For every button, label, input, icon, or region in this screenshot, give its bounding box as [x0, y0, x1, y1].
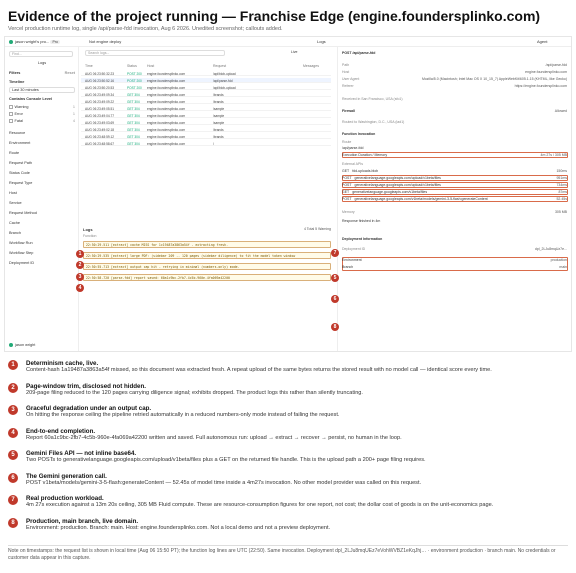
deployment-id-value[interactable]: dpl_2LJu8mqUz7e... — [534, 247, 567, 251]
ua-label: User Agent — [342, 77, 360, 81]
level-label: Warning — [14, 105, 29, 109]
filter-group-item[interactable]: Workflow Run — [9, 241, 33, 245]
filter-group-item[interactable]: Request Type — [9, 181, 33, 185]
callout-8: 8 — [331, 323, 339, 331]
path-label: Path — [342, 63, 350, 67]
api-duration: 150ms — [556, 169, 567, 173]
function-logs-title: Logs — [83, 227, 93, 232]
referer-label: Referer — [342, 84, 354, 88]
note-text: POST v1beta/models/gemini-3-5-flash:generateContent — 52.45s of model time inside a 4m27s invocation. No other model provider was called on this request. — [26, 479, 422, 486]
request-detail-panel — [337, 47, 572, 352]
team-avatar-icon — [9, 40, 13, 44]
note-number-badge: 3 — [8, 405, 18, 415]
cell-request: /sample — [213, 120, 225, 125]
api-duration: 734ms — [556, 183, 567, 187]
user-menu[interactable] — [9, 343, 75, 347]
function-logs — [81, 227, 335, 307]
note-number-badge: 2 — [8, 383, 18, 393]
filter-group-item[interactable]: Cache — [9, 221, 20, 225]
api-method: POST — [342, 183, 352, 187]
user-avatar-icon — [9, 343, 13, 347]
cell-time: AUG 06 23:50:32.23 — [85, 71, 115, 76]
external-api-item[interactable] — [342, 176, 441, 180]
note-number-badge: 7 — [8, 495, 18, 505]
cell-host: engine.foundersplinko.com — [147, 85, 186, 90]
cell-status: POST 200 — [127, 71, 142, 76]
note-heading: The Gemini generation call. — [26, 472, 107, 480]
note-text: Content-hash 1a19487a3863a54f missed, so this document was extracted fresh. A repeat upload of the same bytes returns the stored result with no model call — identical score every time. — [26, 367, 492, 373]
external-api-item[interactable] — [342, 169, 378, 173]
environment-value: production — [550, 258, 567, 262]
note-heading: Page-window trim, disclosed not hidden. — [26, 382, 146, 390]
time-range-select[interactable]: Last 30 minutes — [9, 87, 75, 93]
table-row[interactable] — [81, 134, 331, 139]
cell-host: engine.foundersplinko.com — [147, 127, 186, 132]
cell-time: AUG 06 23:50:20.53 — [85, 85, 115, 90]
function-log-line[interactable]: 22:50:29.511 [extract] cache MISS for 1c19487a3863a54f - extracting fresh. — [83, 241, 331, 248]
col-messages[interactable]: Messages — [303, 64, 319, 68]
cell-host: engine.foundersplinko.com — [147, 141, 186, 146]
callout-3: 3 — [76, 273, 84, 281]
env-highlight — [342, 257, 568, 271]
note-text: 209-page filing reduced to the 120 pages carrying diligence signal; exhibits dropped. The product logs this rather than silently truncating. — [26, 389, 363, 396]
callout-5: 5 — [331, 274, 339, 282]
filter-group-item[interactable]: Request Path — [9, 161, 33, 165]
api-duration: 951ms — [556, 176, 567, 180]
filter-group-item[interactable]: Request Method — [9, 211, 37, 215]
cell-status: POST 200 — [127, 78, 142, 83]
filter-group-item[interactable]: Route — [9, 151, 20, 155]
cell-host: engine.foundersplinko.com — [147, 134, 186, 139]
plan-badge: Pro — [52, 40, 58, 44]
api-duration: 87ms — [558, 190, 567, 194]
note-text: On hitting the response ceiling the pipeline retried automatically in a reduced numbers-only mode instead of failing the request. — [26, 412, 340, 418]
table-row[interactable] — [81, 71, 331, 76]
cell-time: AUG 06 23:49:05.51 — [85, 106, 115, 111]
cell-request: / — [213, 141, 214, 146]
api-url: generativelanguage.googleapis.com/v1beta/models/gemini-3-5-flash:generateContent — [354, 197, 488, 201]
note-number-badge: 1 — [8, 360, 18, 370]
note-text: 4m 27s execution against a 13m 20s ceiling, 305 MB Fluid compute. These are resource-consumption figures for one report, not cost; the dollar cost of goods is on the unit-economics page. — [26, 502, 494, 508]
cell-host: engine.foundersplinko.com — [147, 99, 186, 104]
cell-host: engine.foundersplinko.com — [147, 92, 186, 97]
cell-status: POST 200 — [127, 85, 142, 90]
note-heading: End-to-end completion. — [26, 427, 96, 435]
note-heading: Determinism cache, live. — [26, 360, 99, 367]
col-request[interactable]: Request — [213, 64, 227, 68]
path-value: /api/parse-fdd — [545, 63, 567, 67]
level-count: 1 — [72, 112, 75, 116]
external-api-item[interactable] — [342, 190, 427, 194]
filters-label: Filters — [9, 71, 21, 75]
function-logs-filters[interactable]: 4 Total 5 Warning — [303, 227, 331, 231]
route-value: /api/parse-fdd — [342, 146, 364, 150]
note-item — [11, 517, 566, 533]
col-time[interactable]: Time — [85, 64, 93, 68]
cell-time: AUG 06 23:49:03.69 — [85, 120, 115, 125]
table-row[interactable] — [81, 113, 331, 118]
external-api-item[interactable] — [342, 183, 441, 187]
cell-time: AUG 06 23:49:09.22 — [85, 99, 115, 104]
filters-heading — [9, 71, 75, 75]
host-value: engine.foundersplinko.com — [525, 70, 567, 74]
external-api-item[interactable] — [342, 197, 488, 201]
cell-host: engine.foundersplinko.com — [147, 113, 186, 118]
note-number-badge: 4 — [8, 428, 18, 438]
note-item — [11, 472, 566, 488]
cell-request: /api/blob-upload — [213, 71, 236, 76]
api-url: generativelanguage.googleapis.com/upload/v1beta/files — [354, 183, 441, 187]
table-row[interactable] — [81, 85, 331, 90]
agent-button[interactable]: Agent — [537, 39, 548, 44]
level-fatal-checkbox[interactable] — [9, 119, 75, 123]
cell-status: GET 304 — [127, 99, 140, 104]
checkbox-icon — [9, 105, 13, 109]
cell-status: GET 304 — [127, 92, 140, 97]
detail-title: POST /api/parse-fdd — [342, 51, 376, 55]
level-count: 4 — [72, 119, 75, 123]
ua-value: Mozilla/5.0 (Macintosh; Intel Mac OS X 10_15_7) AppleWebKit/605.1.15 (KHTML, like Gecko) — [421, 77, 567, 81]
function-log-line[interactable]: 22:50:58.720 [parse-fdd] report saved: 60a1c9bc-2fb7-4c5b-960e-4fa069a42200 — [83, 274, 331, 281]
cell-host: engine.foundersplinko.com — [147, 120, 186, 125]
cell-request: /brands — [213, 99, 224, 104]
note-item — [11, 382, 566, 398]
memory-label: Memory — [342, 210, 355, 214]
api-method: POST — [342, 197, 352, 201]
cell-status: GET 304 — [127, 134, 140, 139]
cell-time: AUG 06 23:49:02.18 — [85, 127, 115, 132]
note-heading: Real production workload. — [26, 495, 104, 502]
note-item — [11, 495, 566, 510]
col-status[interactable]: Status — [127, 64, 137, 68]
note-item — [11, 360, 566, 375]
firewall-heading[interactable]: Firewall — [342, 109, 356, 113]
firewall-status: Allowed — [554, 109, 567, 113]
table-row[interactable] — [81, 127, 331, 132]
note-heading: Gemini Files API — not inline base64. — [26, 450, 137, 457]
cell-request: /brands — [213, 92, 224, 97]
response-finished: Response finished in 4m — [342, 219, 381, 223]
note-heading: Production, main branch, live domain. — [26, 517, 139, 525]
cell-status: GET 304 — [127, 127, 140, 132]
exec-label: Execution Duration / Memory — [342, 153, 388, 157]
cell-request: /sample — [213, 106, 225, 111]
checkbox-icon — [9, 119, 13, 123]
note-number-badge: 8 — [8, 518, 18, 528]
filter-group-item[interactable]: Service — [9, 201, 22, 205]
sidebar — [5, 47, 79, 352]
level-count: 1 — [72, 105, 75, 109]
screenshot-frame — [4, 36, 572, 352]
note-heading: Graceful degradation under an output cap. — [26, 405, 152, 412]
callout-7: 7 — [331, 249, 339, 257]
cell-time: AUG 06 23:49:04.77 — [85, 113, 115, 118]
filter-group-item[interactable]: Workflow Step — [9, 251, 34, 255]
filter-group-item[interactable]: Branch — [9, 231, 22, 235]
table-row[interactable] — [81, 106, 331, 111]
callout-6: 6 — [331, 295, 339, 303]
tab-logs[interactable]: Logs — [317, 39, 326, 44]
filter-group-item[interactable]: Status Code — [9, 171, 30, 175]
cell-status: GET 304 — [127, 106, 140, 111]
level-label: Fatal — [14, 119, 23, 123]
filter-group-item[interactable]: Resource — [9, 131, 26, 135]
callout-1: 1 — [76, 250, 84, 258]
note-text: Two POSTs to generativelanguage.googleapis.com/upload/v1beta/files plus a GET on the returned file handle. This is the upload path a 200+ page filing requires. — [26, 457, 426, 463]
cell-time: AUG 06 23:49:09.34 — [85, 92, 115, 97]
callout-2: 2 — [76, 261, 84, 269]
cell-time: AUG 06 23:48:58.67 — [85, 141, 115, 146]
api-method: POST — [342, 176, 352, 180]
table-row[interactable] — [81, 78, 331, 83]
table-row[interactable] — [81, 141, 331, 146]
cell-time: AUG 06 23:50:52.16 — [85, 78, 115, 83]
team-switcher[interactable] — [9, 39, 60, 44]
cell-request: /brands — [213, 134, 224, 139]
routed-location: Routed to Washington, D.C., USA (iad1) — [342, 120, 405, 124]
referer-value: https://engine.foundersplinko.com — [514, 84, 567, 88]
cell-host: engine.foundersplinko.com — [147, 71, 186, 76]
branch-value: main — [559, 265, 567, 269]
branch-label: Branch — [342, 265, 354, 269]
callout-4: 4 — [76, 284, 84, 292]
cell-host: engine.foundersplinko.com — [147, 106, 186, 111]
console-level-heading[interactable]: Contains Console Level — [9, 97, 53, 101]
project-switcher[interactable]: Not engine deploy — [89, 39, 122, 44]
page-subtitle: Vercel production runtime log, single /api/parse-fdd invocation, Aug 6 2026. Unedited screenshot; callouts added. — [8, 26, 283, 32]
api-url: generativelanguage.googleapis.com/v1beta/files — [352, 190, 428, 194]
function-invocation-heading[interactable]: Function Invocation — [342, 132, 376, 136]
route-label: Route — [342, 140, 352, 144]
sidebar-search-input[interactable]: Find... — [9, 51, 73, 57]
environment-label: Environment — [342, 258, 362, 262]
deployment-info-heading: Deployment Information — [342, 237, 383, 241]
note-text: Report 60a1c9bc-2fb7-4c5b-960e-4fa069a42200 written and saved. Full autonomous run: upload → extract → recover → persist, no human in the loop. — [26, 434, 402, 441]
table-row[interactable] — [81, 99, 331, 104]
note-number-badge: 5 — [8, 450, 18, 460]
sidebar-logs-label: Logs — [37, 61, 47, 65]
cell-time: AUG 06 23:48:59.12 — [85, 134, 115, 139]
memory-value: 305 MB — [554, 210, 567, 214]
note-item — [11, 427, 566, 443]
note-item — [11, 405, 566, 420]
api-url: fdd-uploads.blob — [352, 169, 379, 173]
api-method: GET — [342, 190, 350, 194]
cell-status: GET 304 — [127, 113, 140, 118]
footer-note: Note on timestamps: the request list is shown in local time (Aug 06 15:50 PT); the function log lines are UTC (22:50). Same invocation. Deployment dpl_2LJu8mqUEz7eVohWVBZ1eKqJhj… · environment production · branch main. No credentials or customer data appear in this capture. — [8, 545, 568, 562]
cell-request: /sample — [213, 113, 225, 118]
level-warning-checkbox[interactable] — [9, 105, 75, 109]
cell-host: engine.foundersplinko.com — [147, 78, 186, 83]
function-log-line[interactable]: 22:50:55.713 [extract] output cap hit - retrying in minimal (numbers-only) mode. — [83, 263, 331, 270]
external-apis-label: External APIs — [342, 162, 364, 166]
top-bar — [5, 37, 572, 47]
exec-value: 4m 27s / 305 MB — [540, 153, 567, 157]
note-number-badge: 6 — [8, 473, 18, 483]
host-label: Host — [342, 70, 350, 74]
filter-group-item[interactable]: Deployment ID — [9, 261, 35, 265]
deployment-id-label: Deployment ID — [342, 247, 366, 251]
cell-request: /api/parse-fdd — [213, 78, 233, 83]
live-toggle[interactable]: Live — [291, 50, 298, 54]
col-host[interactable]: Host — [147, 64, 155, 68]
log-search-input[interactable]: Search logs... — [85, 50, 225, 56]
note-item — [11, 450, 566, 465]
api-duration: 52.45s — [556, 197, 567, 201]
cell-status: GET 304 — [127, 120, 140, 125]
cell-request: /api/blob-upload — [213, 85, 236, 90]
received-location: Received in San Francisco, USA (sfo1) — [342, 97, 403, 101]
api-url: generativelanguage.googleapis.com/upload/v1beta/files — [354, 176, 441, 180]
table-row[interactable] — [81, 120, 331, 125]
api-method: GET — [342, 169, 350, 173]
level-error-checkbox[interactable] — [9, 112, 75, 116]
timeline-heading[interactable]: Timeline — [9, 80, 25, 84]
cell-request: /brands — [213, 127, 224, 132]
user-name: jason wright — [15, 343, 36, 347]
level-label: Error — [14, 112, 23, 116]
table-row[interactable] — [81, 92, 331, 97]
filter-group-item[interactable]: Environment — [9, 141, 31, 145]
page-title: Evidence of the project running — Franchise Edge (engine.foundersplinko.com) — [8, 8, 541, 24]
function-logs-subtitle: Function — [83, 234, 97, 238]
checkbox-icon — [9, 112, 13, 116]
cell-status: GET 304 — [127, 141, 140, 146]
team-name: jason wright's pro... — [15, 39, 50, 44]
function-log-line[interactable]: 22:50:29.535 [extract] large PDF: (sidebar 209 -- 120 pages (sidebar diligence) to fit the model token window — [83, 252, 331, 259]
note-text: Environment: production. Branch: main. Host: engine.foundersplinko.com. Not a local demo and not a preview deployment. — [26, 524, 331, 531]
reset-button[interactable]: Reset — [64, 71, 75, 75]
filter-group-item[interactable]: Host — [9, 191, 17, 195]
